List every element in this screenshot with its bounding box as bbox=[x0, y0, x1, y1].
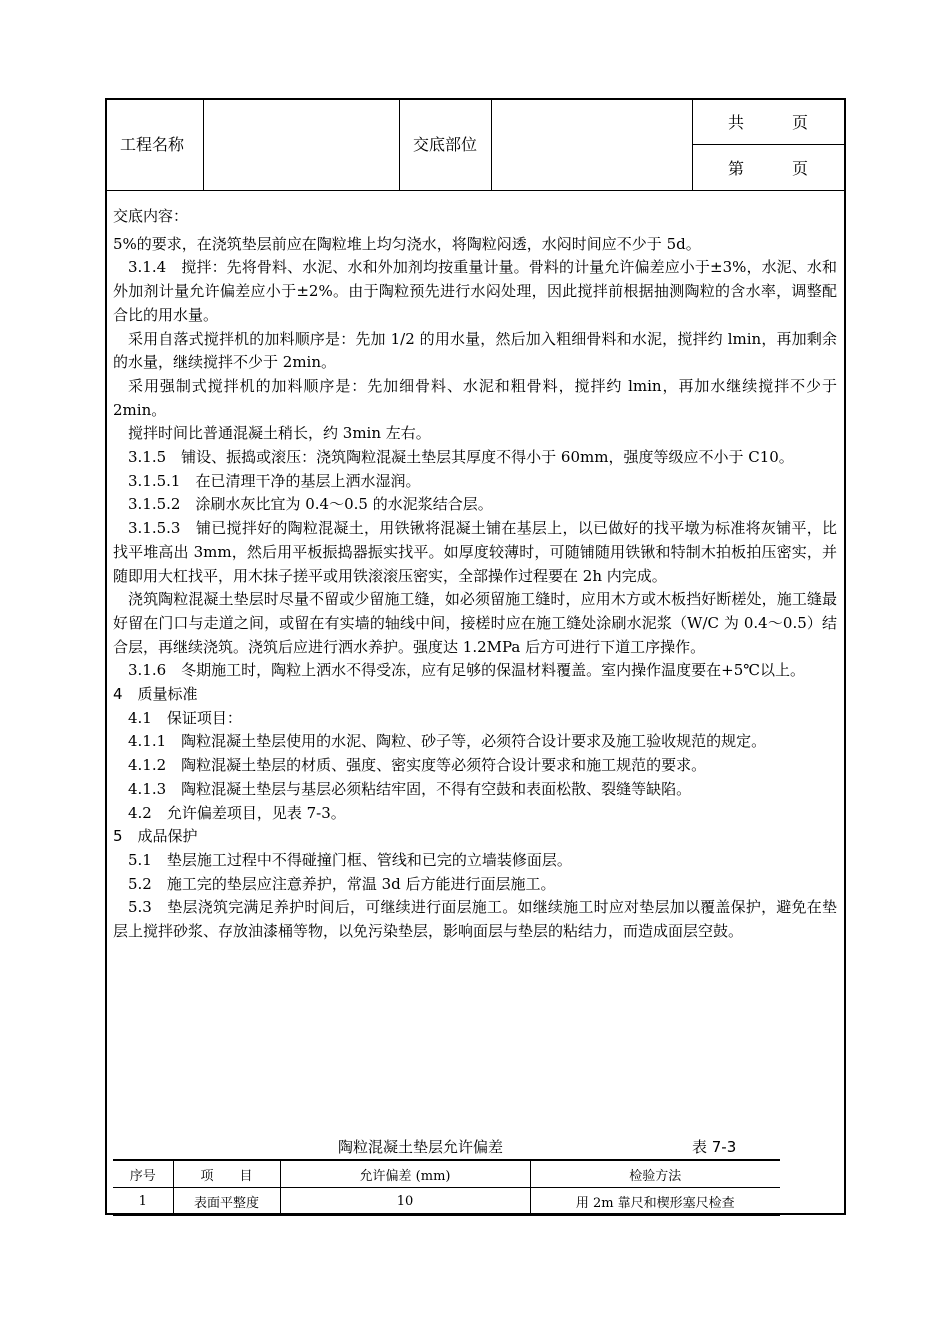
cell-index: 1 bbox=[138, 1193, 147, 1209]
paragraph: 3.1.5 铺设、振捣或滚压：浇筑陶粒混凝土垫层其厚度不得小于 60mm，强度等级应不小于 C10。 bbox=[128, 448, 794, 467]
cell-method: 用 2m 靠尺和楔形塞尺检查 bbox=[530, 1188, 780, 1216]
total-pages-label: 共 页 bbox=[728, 113, 809, 132]
page-count-divider bbox=[692, 144, 846, 145]
paragraph: 4.2 允许偏差项目，见表 7-3。 bbox=[128, 803, 346, 822]
header-divider bbox=[491, 98, 492, 191]
section-heading: 4 质量标准 bbox=[113, 685, 198, 704]
paragraph: 3.1.5.1 在已清理干净的基层上洒水湿润。 bbox=[128, 471, 421, 490]
paragraph: 3.1.5.2 涂刷水灰比宜为 0.4～0.5 的水泥浆结合层。 bbox=[128, 495, 493, 514]
tolerance-table bbox=[113, 1159, 780, 1216]
paragraph: 4.1 保证项目： bbox=[128, 708, 242, 727]
paragraph: 搅拌时间比普通混凝土稍长，约 3min 左右。 bbox=[128, 424, 431, 443]
cell-tolerance: 10 bbox=[280, 1188, 530, 1216]
table-row bbox=[113, 1188, 780, 1216]
paragraph: 浇筑陶粒混凝土垫层时尽量不留或少留施工缝，如必须留施工缝时，应用木方或木板挡好断槎处，施工缝最好留在门口与走道之间，或留在有实墙的轴线中间，接槎时应在施工缝处涂刷水泥浆（W/C 为 0.4～0.5）结合层，再继续浇筑。浇筑后应进行洒水养护。强度达 1.2MPa 后方可进行下道工序操作。 bbox=[113, 590, 837, 656]
paragraph: 3.1.4 搅拌：先将骨料、水泥、水和外加剂均按重量计量。骨料的计量允许偏差应小于±3%，水泥、水和外加剂计量允许偏差应小于±2%。由于陶粒预先进行水闷处理，因此搅拌前根据抽测陶粒的含水率，调整配合比的用水量。 bbox=[113, 258, 837, 324]
table-number: 表 7-3 bbox=[692, 1138, 737, 1156]
section-heading: 5 成品保护 bbox=[113, 827, 198, 846]
header-divider bbox=[692, 98, 693, 191]
paragraph: 5.3 垫层浇筑完满足养护时间后，可继续进行面层施工。如继续施工时应对垫层加以覆盖保护，避免在垫层上搅拌砂浆、存放油漆桶等物，以免污染垫层，影响面层与垫层的粘结力，而造成面层空鼓。 bbox=[113, 898, 837, 941]
paragraph: 采用强制式搅拌机的加料顺序是：先加细骨料、水泥和粗骨料，搅拌约 lmin，再加水继续搅拌不少于 2min。 bbox=[113, 376, 837, 419]
header-bottom-rule bbox=[105, 190, 846, 191]
paragraph: 3.1.5.3 铺已搅拌好的陶粒混凝土，用铁锹将混凝土铺在基层上，以已做好的找平墩为标准将灰铺平，比找平堆高出 3mm，然后用平板振捣器振实找平。如厚度较薄时，可随铺随用铁锹和特制木拍板拍压密实，并随即用大杠找平，用木抹子搓平或用铁滚滚压密实，全部操作过程要在 2h 内完成。 bbox=[113, 519, 837, 585]
table-header-row bbox=[113, 1160, 780, 1188]
paragraph: 4.1.1 陶粒混凝土垫层使用的水泥、陶粒、砂子等，必须符合设计要求及施工验收规范的规定。 bbox=[128, 732, 767, 751]
paragraph: 4.1.3 陶粒混凝土垫层与基层必须粘结牢固，不得有空鼓和表面松散、裂缝等缺陷。 bbox=[128, 779, 692, 798]
project-name-label: 工程名称 bbox=[120, 135, 185, 154]
header-divider bbox=[203, 98, 204, 191]
part-label: 交底部位 bbox=[413, 135, 478, 154]
page-number-label: 第 页 bbox=[728, 159, 809, 178]
column-header-tolerance: 允许偏差 (mm) bbox=[280, 1160, 530, 1188]
disclosure-content bbox=[113, 205, 837, 944]
paragraph: 4.1.2 陶粒混凝土垫层的材质、强度、密实度等必须符合设计要求和施工规范的要求。 bbox=[128, 756, 707, 775]
column-header-index: 序号 bbox=[129, 1168, 156, 1184]
paragraph: 5%的要求，在浇筑垫层前应在陶粒堆上均匀浇水，将陶粒闷透，水闷时间应不少于 5d。 bbox=[113, 234, 701, 253]
paragraph: 5.1 垫层施工过程中不得碰撞门框、管线和已完的立墙装修面层。 bbox=[128, 850, 572, 869]
cell-item: 表面平整度 bbox=[173, 1188, 280, 1216]
content-label: 交底内容： bbox=[113, 207, 189, 225]
header-divider bbox=[399, 98, 400, 191]
table-title: 陶粒混凝土垫层允许偏差 bbox=[338, 1138, 504, 1156]
column-header-method: 检验方法 bbox=[530, 1160, 780, 1188]
paragraph: 5.2 施工完的垫层应注意养护，常温 3d 后方能进行面层施工。 bbox=[128, 874, 556, 893]
paragraph: 3.1.6 冬期施工时，陶粒上洒水不得受冻，应有足够的保温材料覆盖。室内操作温度要在+5℃以上。 bbox=[128, 661, 806, 680]
column-header-item: 项 目 bbox=[173, 1160, 280, 1188]
paragraph: 采用自落式搅拌机的加料顺序是：先加 1/2 的用水量，然后加入粗细骨料和水泥，搅拌约 lmin，再加剩余的水量，继续搅拌不少于 2min。 bbox=[113, 329, 837, 372]
